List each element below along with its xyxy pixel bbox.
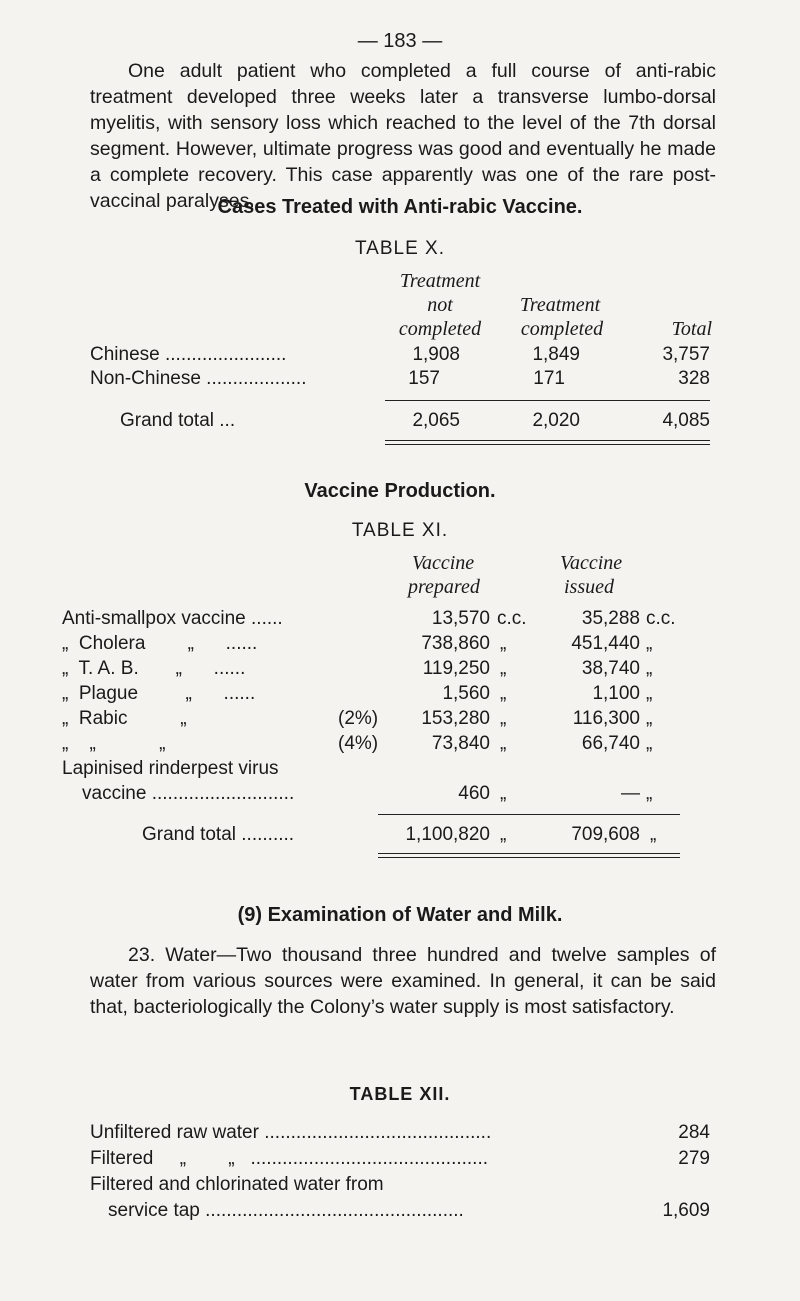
t11-cell-issued: — bbox=[621, 783, 640, 804]
t10-cell: 3,757 bbox=[662, 344, 710, 365]
t12-cell: 279 bbox=[678, 1148, 710, 1169]
table11-label: TABLE XI. bbox=[351, 520, 449, 541]
t10-cell: 328 bbox=[678, 368, 710, 389]
t10-total-rule bbox=[385, 400, 710, 401]
t11-header-issued-2: issued bbox=[564, 576, 614, 598]
t11-unit: „ bbox=[500, 633, 507, 654]
t11-row-extra: (4%) bbox=[338, 733, 379, 754]
t12-last-line1: Filtered and chlorinated water from bbox=[90, 1174, 384, 1195]
t10-cell: 157 bbox=[408, 368, 440, 389]
t11-double-rule bbox=[378, 853, 680, 858]
t11-cell-issued: 35,288 bbox=[581, 608, 640, 629]
t11-unit: c.c. bbox=[497, 608, 527, 629]
t11-lapinised-line1: Lapinised rinderpest virus bbox=[62, 758, 279, 779]
t11-row-label: „ T. A. B. „ ...... bbox=[62, 658, 246, 679]
t11-lapinised-line2: vaccine ........................... bbox=[82, 783, 295, 804]
t10-grand-total-cell: 2,020 bbox=[532, 410, 580, 431]
section9-text: 23. Water—Two thousand three hundred and twelve samples of water from various sources were examined. In general, it can be said that, bacteriologically the Colony’s water supply is most satisfactory. bbox=[90, 944, 716, 1018]
table12-label: TABLE XII. bbox=[349, 1084, 451, 1104]
table11-heading: Vaccine Production. bbox=[304, 480, 496, 502]
t11-unit: „ bbox=[646, 708, 653, 729]
page-number: — 183 — bbox=[357, 30, 443, 52]
t11-unit: „ bbox=[500, 708, 507, 729]
t11-row-label: „ „ „ bbox=[62, 733, 166, 754]
t11-unit: „ bbox=[500, 783, 507, 804]
t12-cell: 1,609 bbox=[662, 1200, 710, 1221]
t11-total-rule bbox=[378, 814, 680, 815]
t11-cell-issued: 116,300 bbox=[572, 708, 640, 729]
t10-double-rule bbox=[385, 440, 710, 445]
t10-header-not-completed-3: completed bbox=[398, 318, 482, 340]
t10-grand-total-cell: 2,065 bbox=[412, 410, 460, 431]
section9-heading: (9) Examination of Water and Milk. bbox=[237, 904, 563, 926]
t11-unit: c.c. bbox=[646, 608, 676, 629]
t11-grand-total-cell: 709,608 bbox=[571, 824, 640, 845]
t11-grand-total-label: Grand total .......... bbox=[142, 824, 295, 845]
t11-row-label: „ Rabic „ bbox=[62, 708, 187, 729]
t11-unit: „ bbox=[646, 633, 653, 654]
t11-cell-issued: 451,440 bbox=[571, 633, 640, 654]
t11-header-prepared-1: Vaccine bbox=[412, 552, 475, 574]
t11-cell-prepared: 13,570 bbox=[431, 608, 490, 629]
t11-row-label: „ Cholera „ ...... bbox=[62, 633, 258, 654]
t11-unit: „ bbox=[500, 658, 507, 679]
section9-paragraph bbox=[90, 942, 716, 1020]
t10-header-completed-1: Treatment bbox=[519, 294, 601, 316]
t11-cell-prepared: 460 bbox=[458, 783, 490, 804]
t11-header-prepared-2: prepared bbox=[408, 576, 480, 598]
t11-header-issued-1: Vaccine bbox=[560, 552, 623, 574]
t11-row-label: „ Plague „ ...... bbox=[62, 683, 256, 704]
t11-grand-total-cell: 1,100,820 bbox=[405, 824, 490, 845]
t11-unit: „ bbox=[500, 824, 507, 845]
t11-unit: „ bbox=[500, 683, 507, 704]
t10-header-not-completed-2: not bbox=[427, 294, 453, 316]
t11-unit: „ bbox=[500, 733, 507, 754]
t10-cell: 1,908 bbox=[412, 344, 460, 365]
t10-row-label: Chinese ....................... bbox=[90, 344, 287, 365]
t12-row-label: Unfiltered raw water ........................................... bbox=[90, 1122, 492, 1143]
t11-cell-prepared: 119,250 bbox=[422, 658, 490, 679]
t11-unit: „ bbox=[650, 824, 657, 845]
t10-cell: 171 bbox=[533, 368, 565, 389]
intro-text: One adult patient who completed a full course of anti-rabic treatment developed three weeks later a transverse lumbo-dorsal myelitis, with sensory loss which reached to the level of the 7th dorsal segment. However, ultimate progress was good and eventually he made a complete recovery. This case apparently was one of the rare post-vaccinal paralyses. bbox=[90, 60, 716, 212]
t10-header-completed-2: completed bbox=[520, 318, 604, 340]
t11-unit: „ bbox=[646, 733, 653, 754]
table10-label: TABLE X. bbox=[354, 238, 445, 259]
t11-cell-issued: 38,740 bbox=[581, 658, 640, 679]
t11-row-label: Anti-smallpox vaccine ...... bbox=[62, 608, 283, 629]
t11-cell-prepared: 73,840 bbox=[431, 733, 490, 754]
t10-row-label: Non-Chinese ................... bbox=[90, 368, 307, 389]
t11-cell-prepared: 1,560 bbox=[442, 683, 490, 704]
t12-last-line2: service tap ................................................. bbox=[108, 1200, 464, 1221]
t11-unit: „ bbox=[646, 783, 653, 804]
t10-header-not-completed-1: Treatment bbox=[399, 270, 481, 292]
t11-cell-prepared: 738,860 bbox=[421, 633, 490, 654]
table10-heading: Cases Treated with Anti-rabic Vaccine. bbox=[217, 196, 583, 218]
t10-cell: 1,849 bbox=[532, 344, 580, 365]
t11-cell-prepared: 153,280 bbox=[421, 708, 490, 729]
t10-grand-total-label: Grand total ... bbox=[120, 410, 236, 431]
t11-cell-issued: 1,100 bbox=[592, 683, 640, 704]
t12-row-label: Filtered „ „ ............................................. bbox=[90, 1148, 489, 1169]
intro-paragraph bbox=[90, 58, 716, 214]
t11-unit: „ bbox=[646, 683, 653, 704]
t11-cell-issued: 66,740 bbox=[581, 733, 640, 754]
t11-row-extra: (2%) bbox=[338, 708, 379, 729]
t11-unit: „ bbox=[646, 658, 653, 679]
t10-header-total: Total bbox=[671, 318, 712, 340]
t12-cell: 284 bbox=[678, 1122, 710, 1143]
t10-grand-total-cell: 4,085 bbox=[662, 410, 710, 431]
